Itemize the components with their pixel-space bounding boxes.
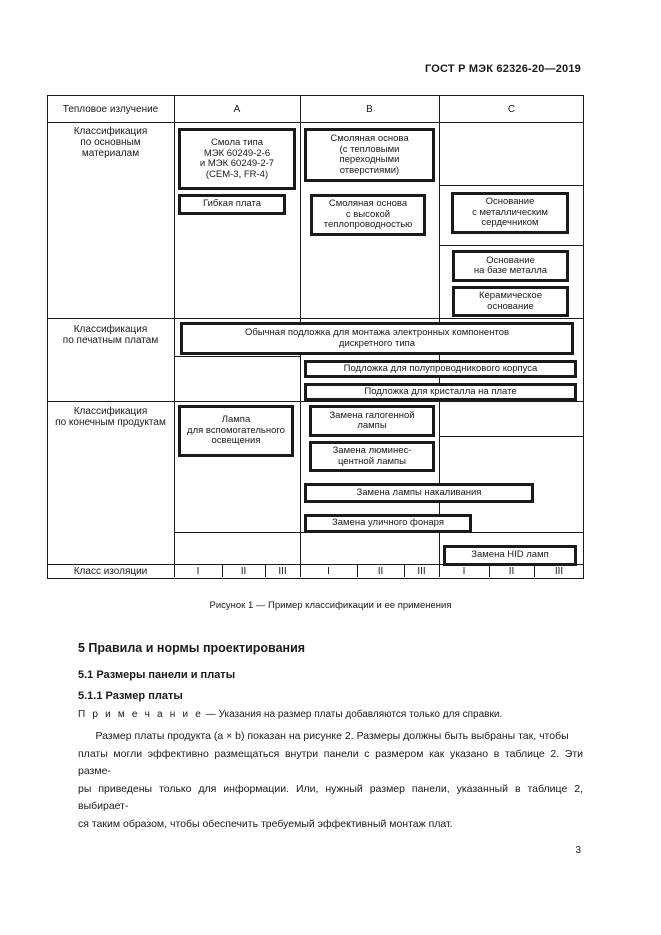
box-hid-lamp-replacement: Замена HID ламп bbox=[443, 545, 577, 566]
header-col-b: B bbox=[366, 104, 373, 115]
box-flexible-board: Гибкая плата bbox=[178, 194, 286, 215]
box-resin-high-conductivity: Смоляная основа с высокой теплопроводностью bbox=[310, 194, 426, 236]
insulation-class: II bbox=[377, 566, 384, 577]
row-divider bbox=[439, 185, 584, 186]
page-number: 3 bbox=[575, 845, 581, 856]
row-label-end-products: Классификация по конечным продуктам bbox=[55, 406, 166, 428]
note-label: П р и м е ч а н и е bbox=[78, 709, 204, 720]
insulation-class: II bbox=[240, 566, 247, 577]
section-5-1-heading: 5.1 Размеры панели и платы bbox=[78, 669, 236, 681]
paragraph-line: Размер платы продукта (a × b) показан на рисунке 2. Размеры должны быть выбраны так, чтобы bbox=[78, 730, 569, 742]
insulation-class: III bbox=[554, 566, 564, 577]
row-label-pcb: Классификация по печатным платам bbox=[62, 324, 159, 346]
insulation-class: I bbox=[196, 566, 200, 577]
insulation-class: III bbox=[278, 566, 287, 577]
row-label-insulation-class: Класс изоляции bbox=[73, 566, 148, 577]
row-divider bbox=[174, 356, 300, 357]
document-header: ГОСТ Р МЭК 62326-20—2019 bbox=[424, 63, 581, 75]
insulation-class: I bbox=[327, 566, 330, 577]
paragraph-line: ся таким образом, чтобы обеспечить требуемый эффективный монтаж плат. bbox=[78, 817, 453, 830]
box-resin-thermal-vias: Смоляная основа (с тепловыми переходными отверстиями) bbox=[304, 128, 435, 182]
paragraph-line: ры приведены только для информации. Или, нужный размер панели, указанный в таблице 2, выбирает- bbox=[78, 782, 583, 812]
box-semiconductor-package-substrate: Подложка для полупроводникового корпуса bbox=[304, 360, 577, 378]
header-thermal-radiation: Тепловое излучение bbox=[62, 104, 159, 115]
section-5-heading: 5 Правила и нормы проектирования bbox=[78, 641, 306, 655]
box-ceramic-base: Керамическое основание bbox=[452, 286, 569, 317]
figure-caption: Рисунок 1 — Пример классификации и ее применения bbox=[209, 600, 452, 611]
paragraph-line: платы могли эффективно размещаться внутри панели с размером как указано в таблице 2. Эти разме- bbox=[78, 747, 583, 777]
box-auxiliary-lamp: Лампа для вспомогательного освещения bbox=[178, 405, 294, 457]
row-divider bbox=[47, 401, 584, 402]
insulation-class: II bbox=[508, 566, 515, 577]
header-col-a: A bbox=[233, 104, 241, 115]
box-metal-base: Основание на базе металла bbox=[452, 250, 569, 282]
box-fluorescent-replacement: Замена люминес- центной лампы bbox=[309, 441, 435, 472]
note bbox=[78, 709, 502, 720]
body-paragraph bbox=[78, 728, 583, 833]
box-metal-core-base: Основание с металлическим сердечником bbox=[451, 192, 569, 234]
classification-figure bbox=[47, 95, 584, 579]
row-divider bbox=[47, 122, 584, 123]
note-text: — Указания на размер платы добавляются только для справки. bbox=[203, 709, 503, 720]
row-label-base-materials: Классификация по основным материалам bbox=[73, 126, 148, 159]
header-col-c: C bbox=[507, 104, 516, 115]
box-incandescent-replacement: Замена лампы накаливания bbox=[304, 483, 534, 503]
insulation-class: I bbox=[462, 566, 466, 577]
box-discrete-substrate: Обычная подложка для монтажа электронных компонентов дискретного типа bbox=[180, 322, 574, 355]
box-halogen-replacement: Замена галогенной лампы bbox=[309, 405, 435, 437]
section-5-1-1-heading: 5.1.1 Размер платы bbox=[78, 690, 183, 702]
insulation-class: III bbox=[417, 566, 426, 577]
row-divider bbox=[439, 245, 584, 246]
box-epoxy-resin: Смола типа МЭК 60249-2-6 и МЭК 60249-2-7 (CEM-3, FR-4) bbox=[178, 128, 296, 190]
col-divider-a bbox=[174, 95, 175, 577]
row-divider bbox=[47, 318, 584, 319]
box-chip-on-board-substrate: Подложка для кристалла на плате bbox=[304, 383, 577, 401]
row-divider bbox=[439, 436, 584, 437]
box-street-lamp-replacement: Замена уличного фонаря bbox=[304, 514, 472, 533]
